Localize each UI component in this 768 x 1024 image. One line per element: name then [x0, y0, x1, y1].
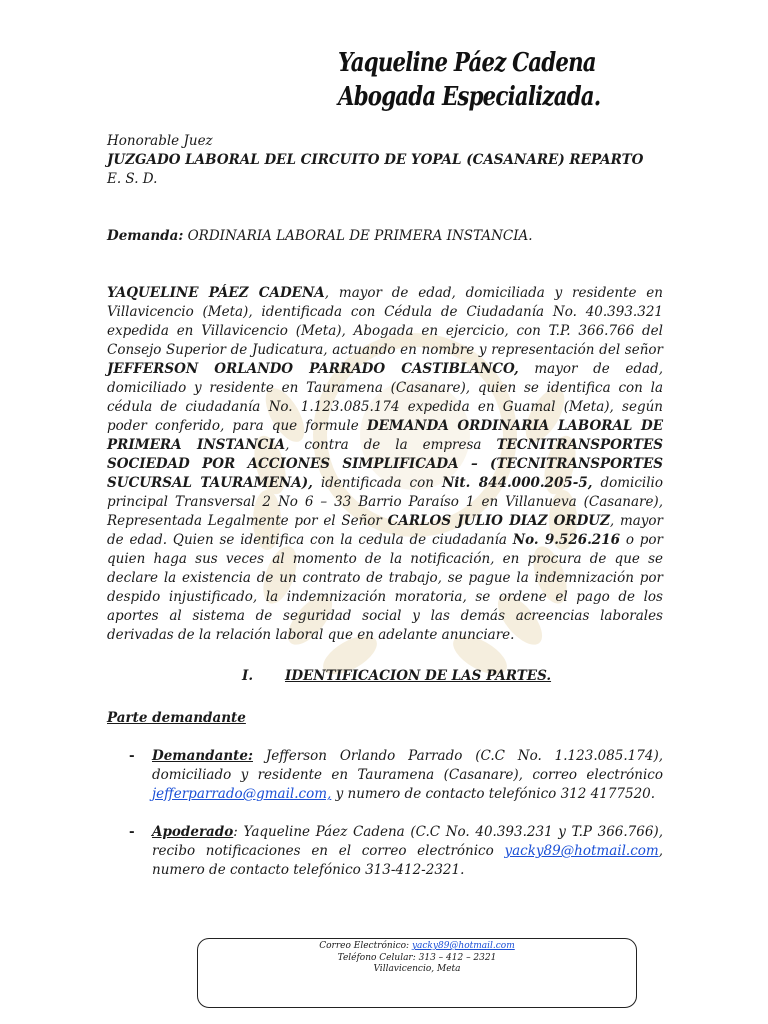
section-title: IDENTIFICACION DE LAS PARTES.	[285, 668, 552, 684]
plaintiff-attorney-name: YAQUELINE PÁEZ CADENA	[107, 285, 325, 301]
parte-demandante-heading: Parte demandante	[107, 710, 246, 726]
apoderado-email-link[interactable]: yacky89@hotmail.com	[504, 843, 659, 859]
intro-paragraph	[107, 284, 663, 645]
intro-text-7: o por quien haga sus veces al momento de la notificación, en procura de que se declare la existencia de un contrato de trabajo, se pague la indemnización por despido injustificado, la indemnización moratoria, se ordene el pago de los aportes al sistema de seguridad social y las demás acreencias laborales derivadas de la relación laboral que en adelante anunciare.	[107, 532, 663, 643]
legal-representative: CARLOS JULIO DIAZ ORDUZ	[387, 513, 610, 529]
demandante-text-2: y numero de contacto telefónico 312 4177520.	[331, 786, 656, 802]
esd-line: E. S. D.	[107, 171, 158, 187]
apoderado-text-1: Yaqueline Páez Cadena (C.C No. 40.393.231 y T.P 366.766), recibo notificaciones en el correo electrónico	[152, 824, 663, 859]
letterhead-title: Abogada Especializada.	[338, 82, 601, 112]
footer-email-label: Correo Electrónico:	[319, 941, 412, 951]
defendant-company: TECNITRANSPORTES SOCIEDAD POR ACCIONES SIMPLIFICADA – (TECNITRANSPORTES SUCURSAL TAURAMENA),	[107, 437, 663, 491]
footer-city: Villavicencio, Meta	[373, 964, 461, 974]
footer-email-link[interactable]: yacky89@hotmail.com	[411, 941, 515, 951]
court-name: JUZGADO LABORAL DEL CIRCUITO DE YOPAL (CASANARE) REPARTO	[107, 152, 644, 168]
footer-email-line	[198, 941, 636, 953]
demanda-line	[107, 227, 663, 246]
footer-contact-box	[197, 938, 637, 1008]
section-number: I.	[242, 668, 254, 684]
bullet-dash: -	[129, 824, 135, 840]
defendant-nit: Nit. 844.000.205-5,	[441, 475, 593, 491]
bullet-dash: -	[129, 748, 135, 764]
letterhead-name: Yaqueline Páez Cadena	[338, 48, 596, 78]
apoderado-label: Apoderado	[152, 824, 234, 840]
demandante-email-link[interactable]: jefferparrado@gmail.com,	[152, 786, 332, 802]
representative-id: No. 9.526.216	[512, 532, 620, 548]
intro-text-1: , mayor de edad, domiciliada y residente en Villavicencio (Meta), identificada con Cédula de Ciudadanía No. 40.393.321 expedida en Villavicencio (Meta), Abogada en ejercicio, con T.P. 366.766 del Consejo Superior de Judicatura, actuando en nombre y representación del señor	[107, 285, 663, 358]
demanda-label: Demanda:	[107, 228, 184, 244]
apoderado-colon: :	[233, 824, 238, 840]
document-body	[107, 132, 663, 880]
apoderado-item	[107, 823, 663, 880]
intro-text-4: identificada con	[312, 475, 442, 491]
salutation: Honorable Juez	[107, 133, 213, 149]
footer-phone: Teléfono Celular: 313 – 412 – 2321	[337, 952, 497, 963]
demandante-text-1: Jefferson Orlando Parrado (C.C No. 1.123.085.174), domiciliado y residente en Tauramena (Casanare), correo electrónico	[152, 748, 663, 783]
demandante-item	[107, 747, 663, 804]
claim-type: DEMANDA ORDINARIA LABORAL DE PRIMERA INSTANCIA	[107, 418, 663, 453]
intro-text-2: mayor de edad, domiciliado y residente en Tauramena (Casanare), quien se identifica con la cédula de ciudadanía No. 1.123.085.174 expedida en Guamal (Meta), según poder conferido, para que formule	[107, 361, 663, 434]
client-name: JEFFERSON ORLANDO PARRADO CASTIBLANCO,	[107, 361, 519, 377]
letterhead	[338, 46, 600, 114]
demanda-text: ORDINARIA LABORAL DE PRIMERA INSTANCIA.	[183, 228, 533, 244]
intro-text-3: , contra de la empresa	[285, 437, 497, 453]
demandante-label: Demandante:	[152, 748, 253, 764]
apoderado-text-2: , numero de contacto telefónico 313-412-2321.	[152, 843, 663, 878]
section-heading-1	[107, 667, 663, 687]
intro-text-6: , mayor de edad. Quien se identifica con la cedula de ciudadanía	[107, 513, 663, 548]
intro-text-5: domicilio principal Transversal 2 No 6 – 33 Barrio Paraíso 1 en Villanueva (Casanare), Representada Legalmente por el Señor	[107, 475, 663, 529]
